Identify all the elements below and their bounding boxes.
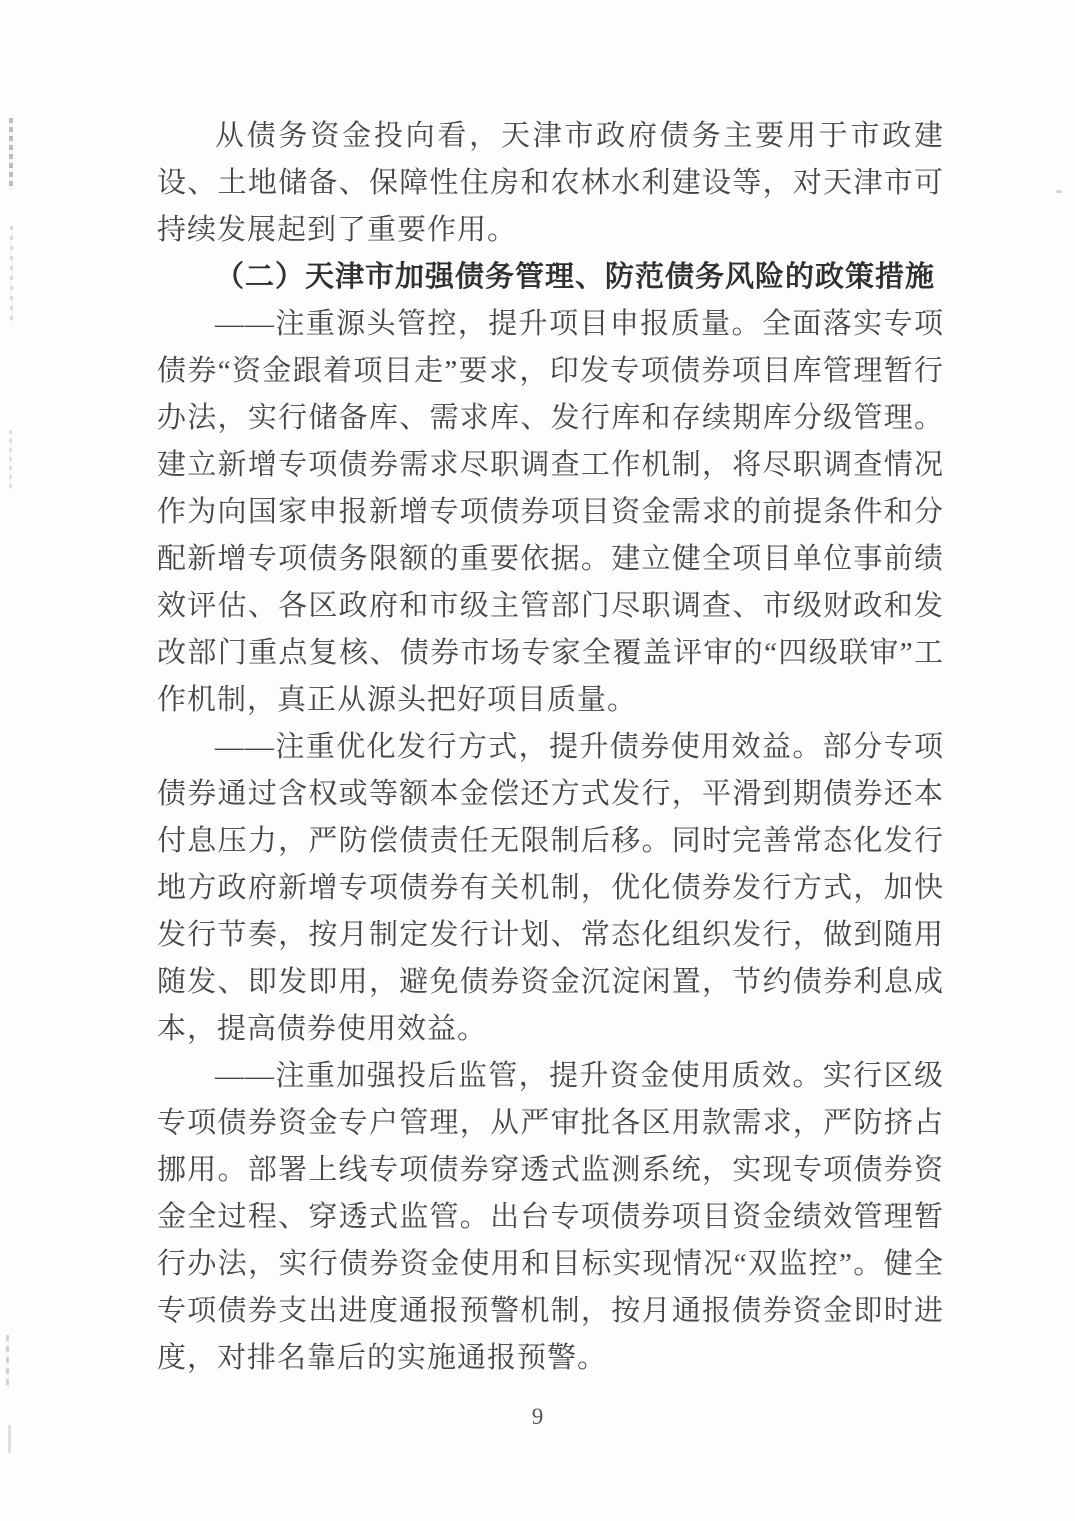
section-heading-policy-measures: （二）天津市加强债务管理、防范债务风险的政策措施 bbox=[215, 261, 936, 293]
scan-artifact bbox=[1056, 190, 1062, 193]
scan-artifact bbox=[9, 118, 13, 190]
paragraph-post-investment-supervision: ——注重加强投后监管，提升资金使用质效。实行区级专项债券资金专户管理，从严审批各区用款需求，严防挤占挪用。部署上线专项债券穿透式监测系统，实现专项债券资金全过程、穿透式监管。出台专项债券项目资金绩效管理暂行办法，实行债券资金使用和目标实现情况“双监控”。健全专项债券支出进度通报预警机制，按月通报债券资金即时进度，对排名靠后的实施通报预警。 bbox=[157, 1060, 944, 1374]
scan-artifact bbox=[10, 226, 13, 326]
scan-artifact bbox=[9, 430, 12, 492]
paragraph-debt-investment-direction: 从债务资金投向看，天津市政府债务主要用于市政建设、土地储备、保障性住房和农林水利建设等，对天津市可持续发展起到了重要作用。 bbox=[157, 120, 944, 246]
paragraph-source-control: ——注重源头管控，提升项目申报质量。全面落实专项债券“资金跟着项目走”要求，印发专项债券项目库管理暂行办法，实行储备库、需求库、发行库和存续期库分级管理。建立新增专项债券需求尽职调查工作机制，将尽职调查情况作为向国家申报新增专项债券项目资金需求的前提条件和分配新增专项债务限额的重要依据。建立健全项目单位事前绩效评估、各区政府和市级主管部门尽职调查、市级财政和发改部门重点复核、债券市场专家全覆盖评审的“四级联审”工作机制，真正从源头把好项目质量。 bbox=[157, 308, 944, 716]
paragraph-issuance-optimization: ——注重优化发行方式，提升债券使用效益。部分专项债券通过含权或等额本金偿还方式发行，平滑到期债券还本付息压力，严防偿债责任无限制后移。同时完善常态化发行地方政府新增专项债券有关机制，优化债券发行方式，加快发行节奏，按月制定发行计划、常态化组织发行，做到随用随发、即发即用，避免债券资金沉淀闲置，节约债券利息成本，提高债券使用效益。 bbox=[157, 731, 944, 1045]
scan-artifact bbox=[6, 1335, 9, 1390]
page-number: 9 bbox=[531, 1404, 544, 1429]
document-body bbox=[157, 113, 944, 1382]
